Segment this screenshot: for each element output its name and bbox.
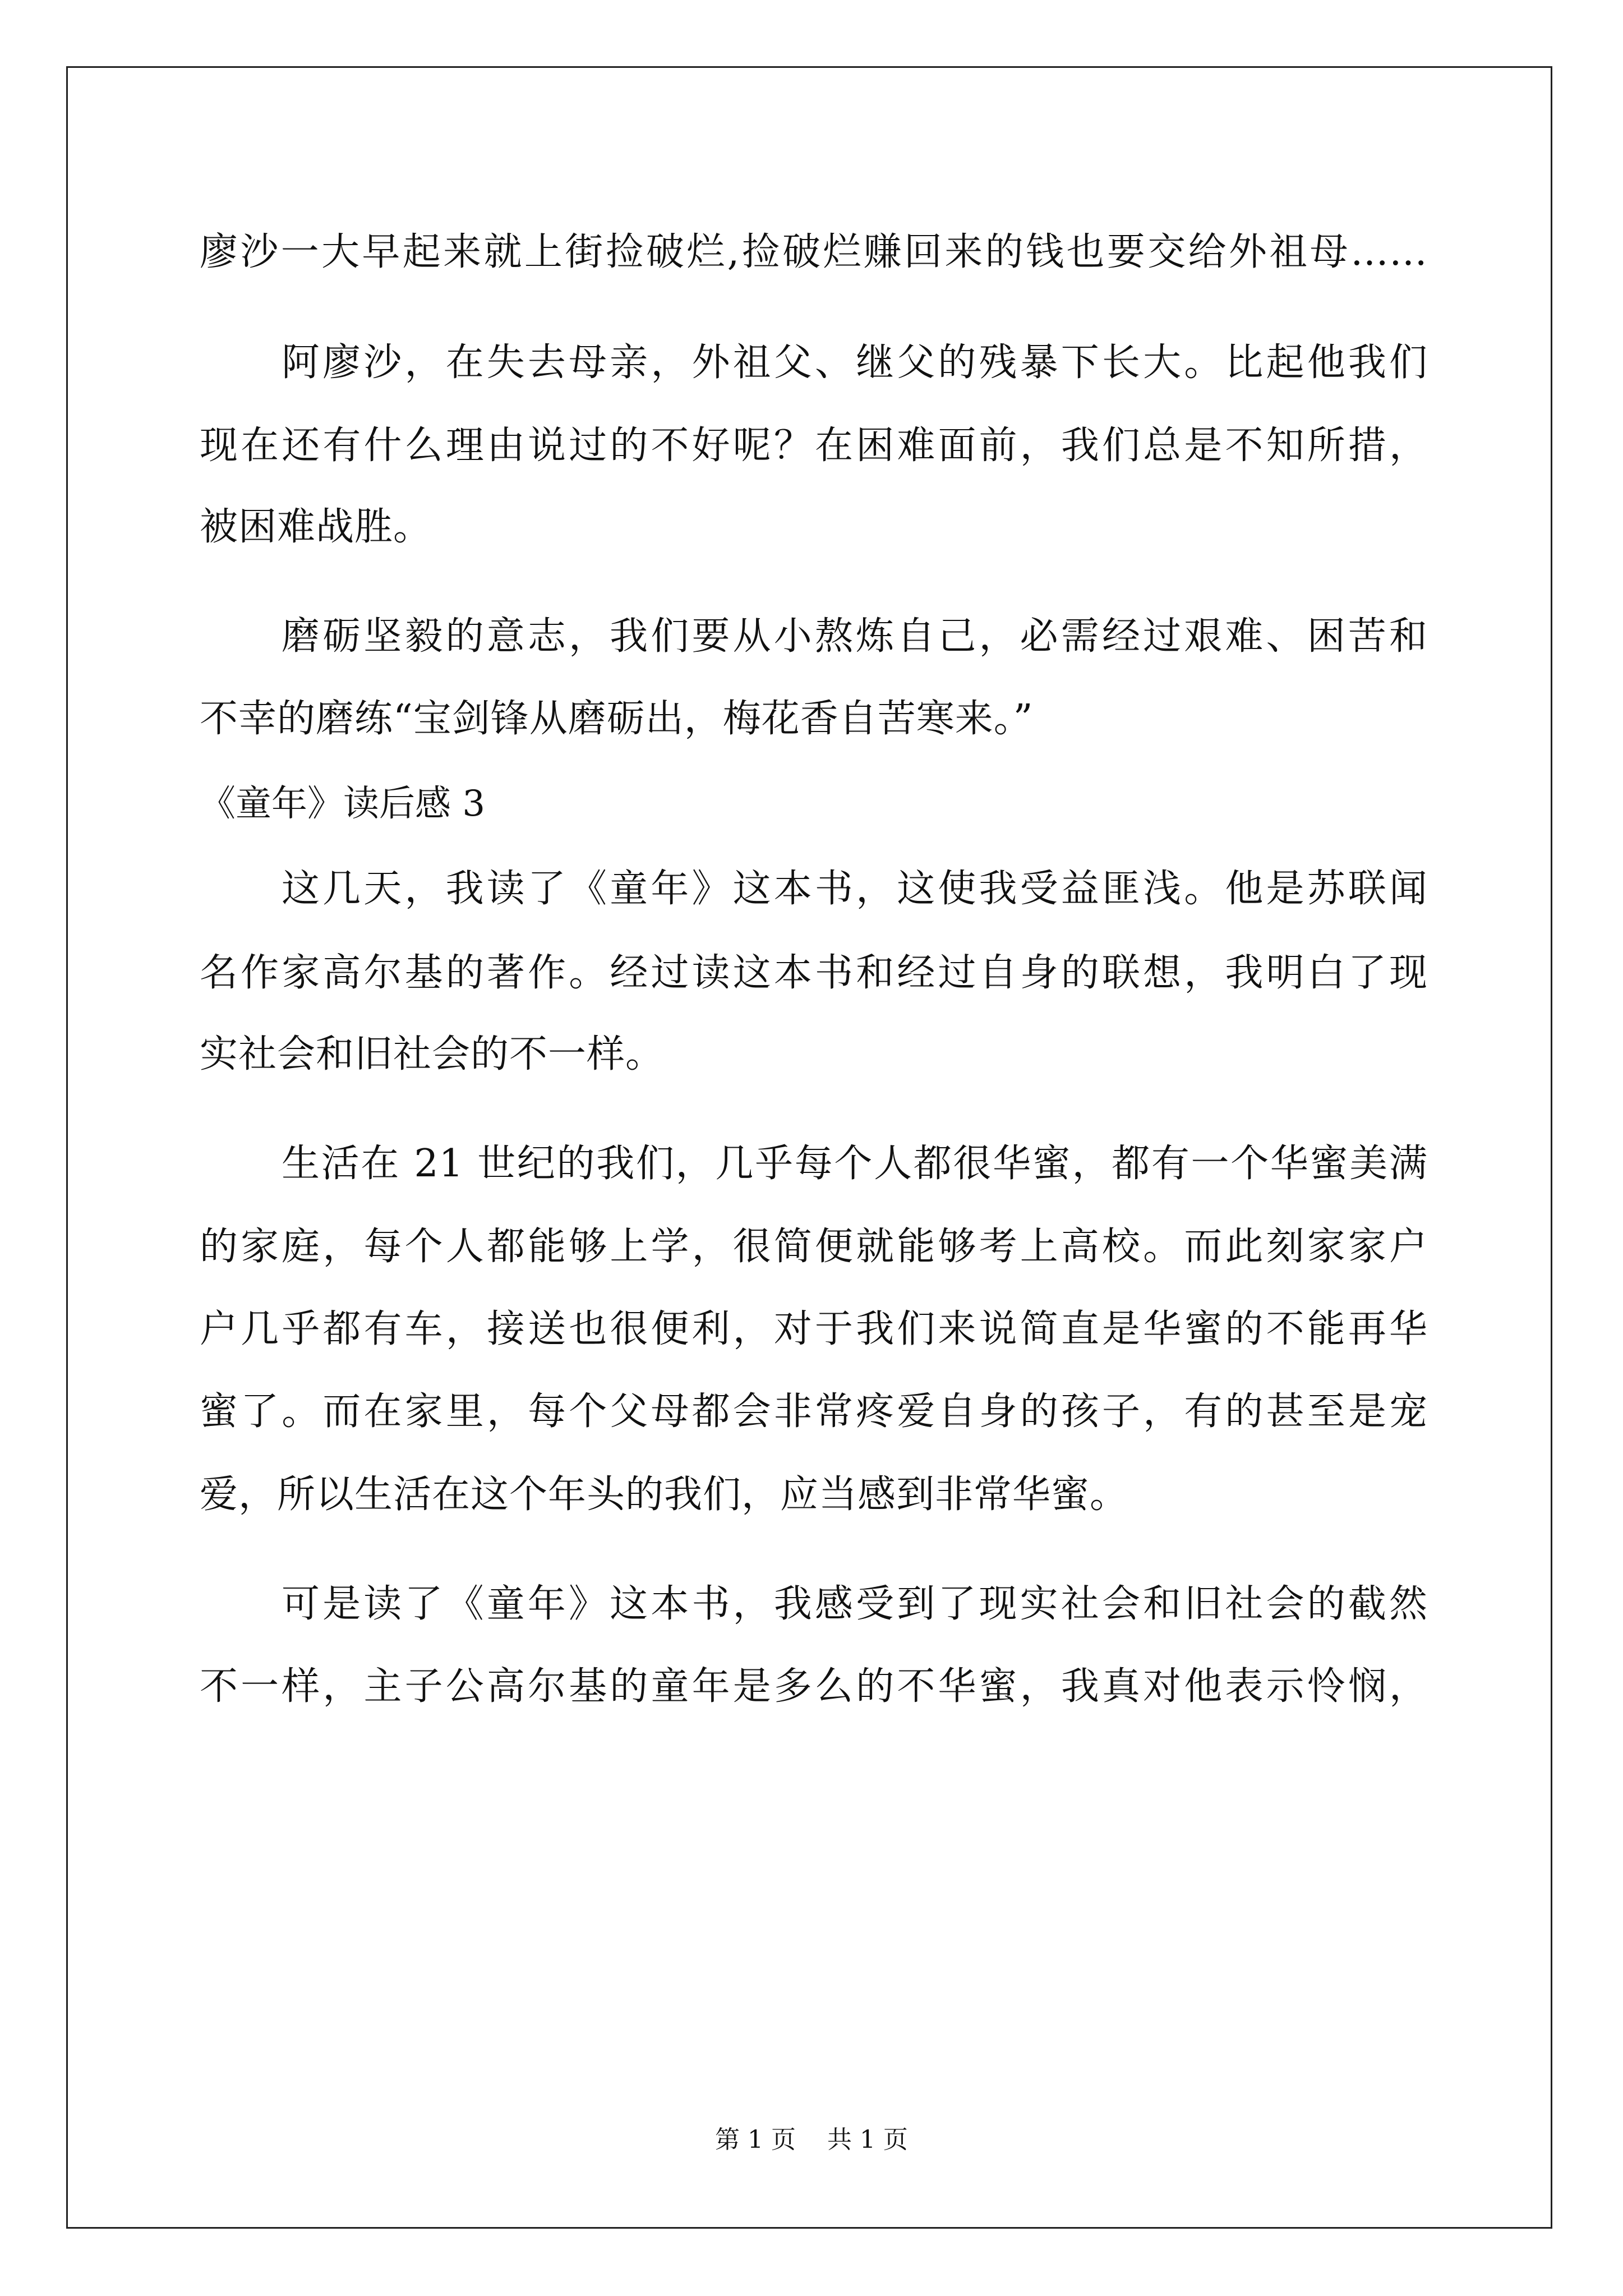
text-line-3: 现在还有什么理由说过的不好呢？在困难面前，我们总是不知所措， xyxy=(200,424,1428,468)
text-line-4: 被困难战胜。 xyxy=(200,505,432,549)
text-line-17: 不一样，主子公高尔基的童年是多么的不华蜜，我真对他表示怜悯， xyxy=(200,1664,1428,1709)
text-line-12: 的家庭，每个人都能够上学，很简便就能够考上高校。而此刻家家户 xyxy=(200,1225,1428,1269)
page-total: 共 1 页 xyxy=(827,2125,908,2154)
text-line-6: 不幸的磨练“宝剑锋从磨砺出，梅花香自苦寒来。” xyxy=(200,697,1034,741)
text-line-9: 名作家高尔基的著作。经过读这本书和经过自身的联想，我明白了现 xyxy=(200,951,1428,995)
text-line-10: 实社会和旧社会的不一样。 xyxy=(200,1032,665,1076)
text-line-14: 蜜了。而在家里，每个父母都会非常疼爱自身的孩子，有的甚至是宠 xyxy=(200,1389,1428,1434)
text-line-11: 生活在 21 世纪的我们，几乎每个人都很华蜜，都有一个华蜜美满 xyxy=(282,1142,1428,1186)
text-line-16: 可是读了《童年》这本书，我感受到了现实社会和旧社会的截然 xyxy=(282,1582,1428,1626)
page-number: 第 1 页 xyxy=(715,2125,796,2154)
text-line-1: 廖沙一大早起来就上街捡破烂,捡破烂赚回来的钱也要交给外祖母…… xyxy=(200,230,1428,274)
text-line-2: 阿廖沙，在失去母亲，外祖父、继父的残暴下长大。比起他我们 xyxy=(282,341,1428,385)
text-line-8: 这几天，我读了《童年》这本书，这使我受益匪浅。他是苏联闻 xyxy=(282,867,1428,911)
section-heading: 《童年》读后感 3 xyxy=(200,783,486,825)
text-line-13: 户几乎都有车，接送也很便利，对于我们来说简直是华蜜的不能再华 xyxy=(200,1307,1428,1351)
text-line-5: 磨砺坚毅的意志，我们要从小熬炼自己，必需经过艰难、困苦和 xyxy=(282,614,1428,659)
text-line-15: 爱，所以生活在这个年头的我们，应当感到非常华蜜。 xyxy=(200,1473,1129,1517)
page-footer xyxy=(0,2123,1623,2157)
